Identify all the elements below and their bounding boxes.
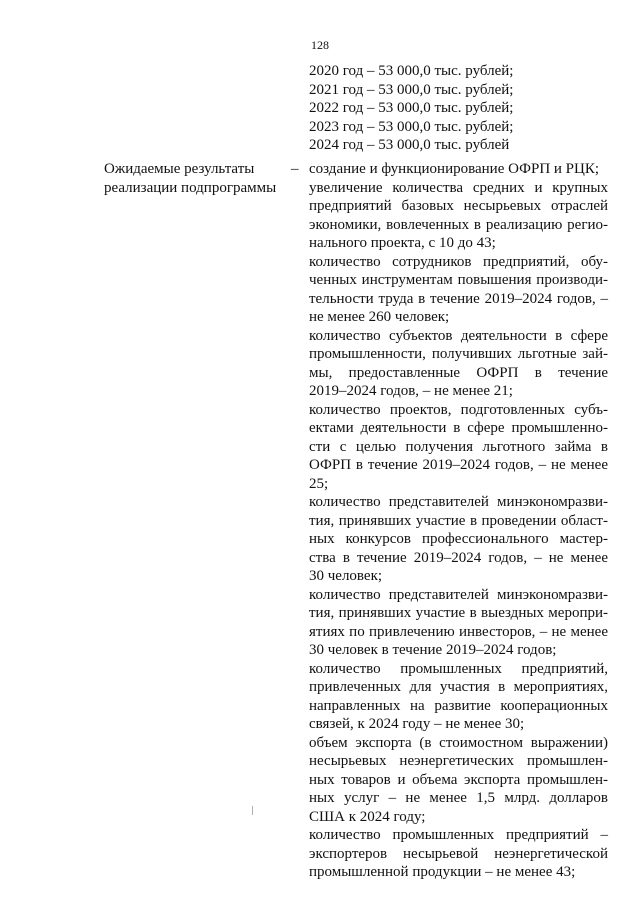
result-line: привлеченных для участия в мероприятиях, [309,679,608,695]
results-label-line: реализации подпрограммы [104,179,277,196]
result-line: количество промышленных предприятий – [309,827,608,843]
result-line: ятиях по привлечению инвесторов, – не менее [309,623,608,640]
result-line: количество представителей минэкономразви- [309,586,608,603]
result-line: промышленной продукции – не менее 43; [309,864,576,880]
label-dash: – [291,161,299,177]
result-line: ектами деятельности в сфере промышленно- [309,420,608,436]
result-line: количество субъектов деятельности в сфере [309,327,608,344]
result-line: промышленности, получивших льготные зай- [309,346,608,362]
result-line: увеличение количества средних и крупных [309,179,608,196]
funding-line-2021: 2021 год – 53 000,0 тыс. рублей; [309,81,514,98]
result-line: ных конкурсов профессионального мастер- [309,531,608,547]
expected-results-list [309,160,608,882]
result-line: количество представителей минэкономразви- [309,494,608,510]
results-label-line: Ожидаемые результаты [104,161,255,177]
page-number: 128 [311,38,329,52]
result-line: объем экспорта (в стоимостном выражении) [309,734,608,751]
result-line: ства в течение 2019–2024 годов, – не менее [309,549,608,566]
result-line: количество сотрудников предприятий, обу- [309,253,608,270]
result-line: тия, принявших участие в выездных меропри- [309,605,608,621]
result-line: тия, принявших участие в проведении област- [309,512,608,529]
result-line: экспортеров несырьевой неэнергетической [309,845,608,862]
funding-line-2024: 2024 год – 53 000,0 тыс. рублей [309,137,510,153]
result-line: связей, к 2024 году – не менее 30; [309,716,525,732]
result-line: тельности труда в течение 2019–2024 годов, – [309,290,608,307]
result-line: 2019–2024 годов, – не менее 21; [309,383,513,399]
result-line: создание и функционирование ОФРП и РЦК; [309,161,600,177]
result-line: нального проекта, с 10 до 43; [309,235,496,251]
result-line: не менее 260 человек; [309,309,450,325]
result-line: ных товаров и объема экспорта промышлен- [309,771,608,788]
funding-by-year [309,62,599,155]
result-line: направленных на развитие кооперационных [309,697,608,714]
result-line: экономики, вовлеченных в реализацию регио- [309,216,608,233]
result-line: количество промышленных предприятий, [309,660,608,677]
result-line: 25; [309,475,329,492]
result-line: ОФРП в течение 2019–2024 годов, – не менее [309,457,608,473]
result-line: 30 человек; [309,568,383,584]
result-line: США к 2024 году; [309,808,426,825]
funding-line-2022: 2022 год – 53 000,0 тыс. рублей; [309,100,514,116]
results-label [104,160,304,197]
result-line: количество проектов, подготовленных субъ- [309,401,608,418]
result-line: предприятий базовых несырьевых отраслей [309,198,608,214]
funding-line-2023: 2023 год – 53 000,0 тыс. рублей; [309,118,514,135]
result-line: мы, предоставленные ОФРП в течение [309,364,608,381]
result-line: сти с целью получения льготного займа в [309,438,608,455]
result-line: несырьевых неэнергетических промышлен- [309,753,608,769]
result-line: ченных инструментам повышения производи- [309,272,608,288]
funding-line-2020: 2020 год – 53 000,0 тыс. рублей; [309,63,514,79]
result-line: 30 человек в течение 2019–2024 годов; [309,642,557,658]
result-line: ных услуг – не менее 1,5 млрд. долларов [309,790,608,806]
scan-speck [252,806,253,815]
